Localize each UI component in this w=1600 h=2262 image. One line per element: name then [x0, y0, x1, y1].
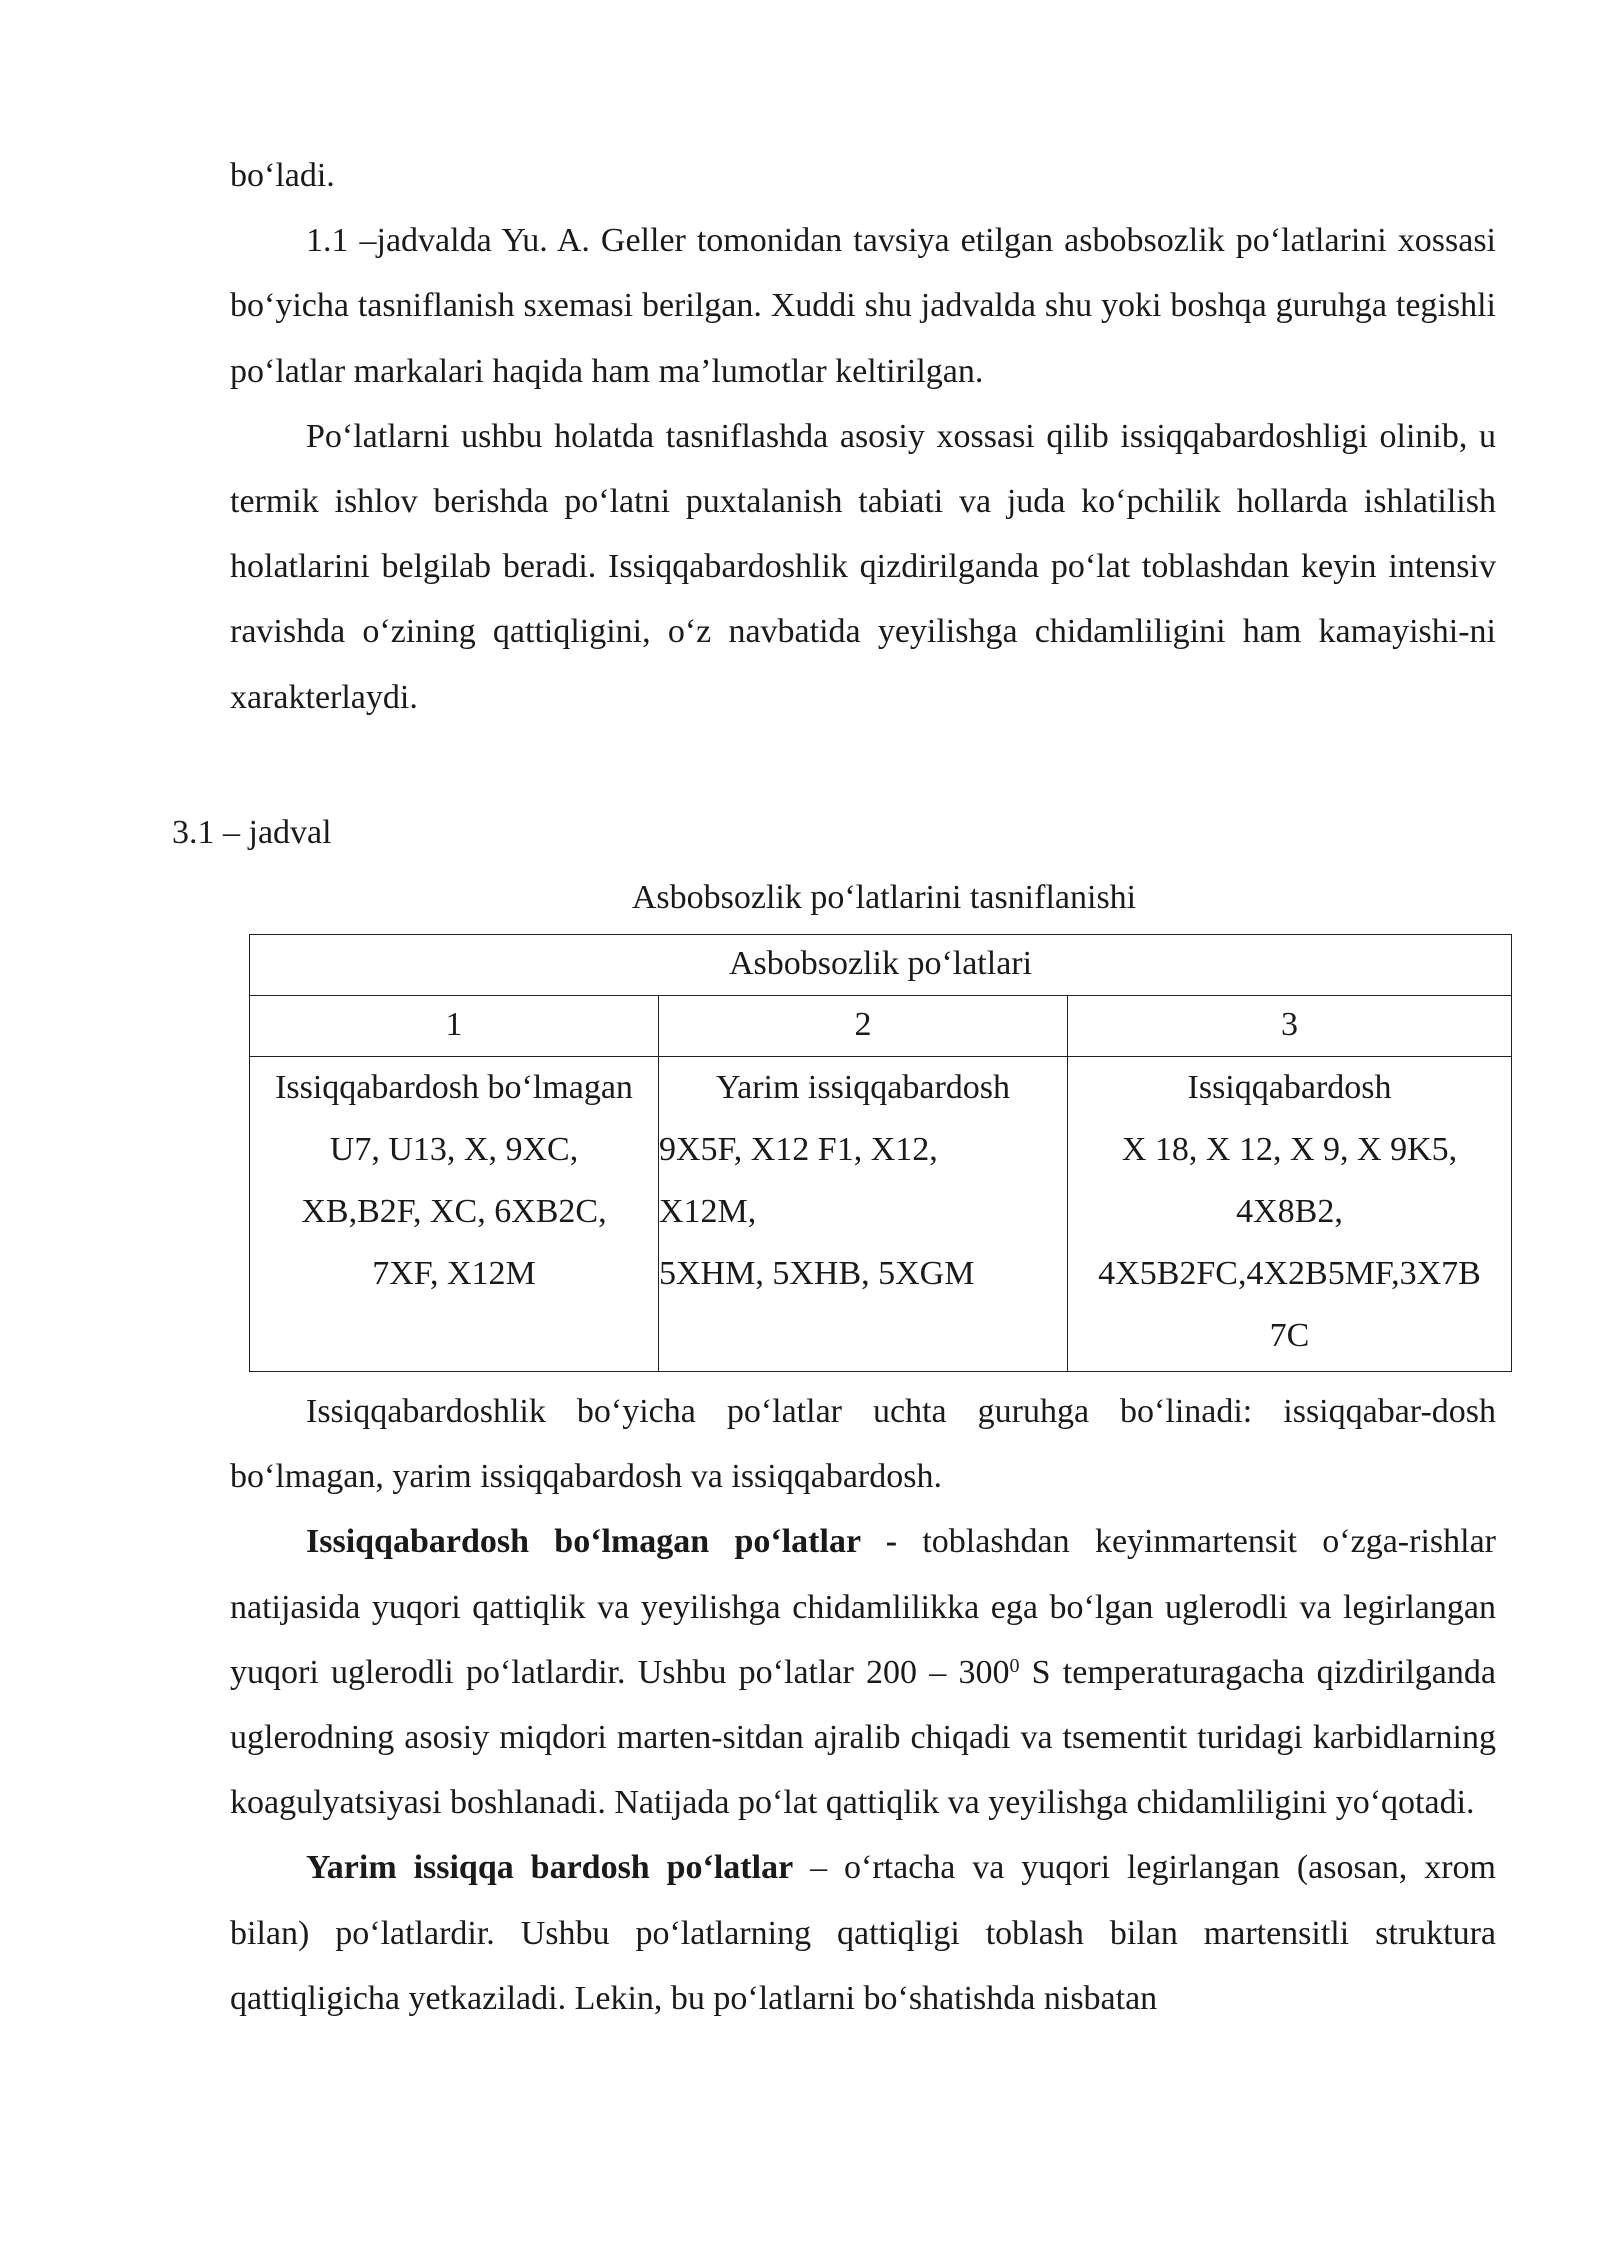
paragraph-text: – o‘rtacha va yuqori legirlangan (asosan, xrom bilan) po‘latlardir. Ushbu po‘latlarning qattiqligi toblash bilan martensitli struktura qattiqligicha yetkaziladi. Lekin, bu po‘latlarni bo‘shatishda nisbatan	[230, 1849, 1496, 2017]
paragraph-table-reference: 1.1 –jadvalda Yu. A. Geller tomonidan tavsiya etilgan asbobsozlik po‘latlarini xossasi bo‘yicha tasniflanish sxemasi berilgan. Xuddi shu jadvalda shu yoki boshqa guruhga tegishli po‘latlar markalari haqida ham ma’lumotlar keltirilgan.	[230, 222, 1496, 390]
cell-grades-line: X12M,	[659, 1193, 757, 1230]
table-header-cell: Asbobsozlik po‘latlari	[250, 935, 1512, 996]
paragraph-classification-basis: Po‘latlarni ushbu holatda tasniflashda asosiy xossasi qilib issiqqabardoshligi olinib, u termik ishlov berishda po‘latni puxtalanish tabiati va juda ko‘pchilik hollarda ishlatilish holatlarini belgilab beradi. Issiqqabardoshlik qizdirilganda po‘lat toblashdan keyin intensiv ravishda o‘zining qattiqligini, o‘z navbatida yeyilishga chidamliligini ham kamayishi-ni xarakterlaydi.	[230, 417, 1496, 716]
cell-grades-line: 4X5B2FC,4X2B5MF,3X7B	[1098, 1255, 1481, 1292]
continuation-fragment: bo‘ladi.	[230, 157, 335, 194]
table-header-row	[250, 935, 1512, 996]
cell-grades-line: 7XF, X12M	[372, 1255, 536, 1292]
cell-grades-line: 4X8B2,	[1236, 1193, 1343, 1230]
column-number-1: 1	[250, 996, 659, 1057]
body-text-bottom	[230, 1379, 1496, 2031]
paragraph-three-groups: Issiqqabardoshlik bo‘yicha po‘latlar uchta guruhga bo‘linadi: issiqqabar-dosh bo‘lmagan, yarim issiqqabardosh va issiqqabardosh.	[230, 1393, 1496, 1496]
cell-grades-line: 9X5F, X12 F1, X12,	[659, 1131, 938, 1168]
term-non-heat-resistant: Issiqqabardosh bo‘lmagan po‘latlar -	[306, 1523, 898, 1561]
steel-classification-table	[249, 934, 1512, 1372]
cell-title: Yarim issiqqabardosh	[715, 1069, 1011, 1106]
table-number-caption: 3.1 – jadval	[172, 814, 332, 851]
column-number-3: 3	[1068, 996, 1512, 1057]
cell-grades-line: XB,B2F, XC, 6XB2C,	[301, 1193, 607, 1230]
column-number-row	[250, 996, 1512, 1057]
column-number-2: 2	[659, 996, 1068, 1057]
cell-semi-heat-resistant	[659, 1057, 1068, 1372]
degree-superscript: 0	[1009, 1654, 1020, 1677]
paragraph-text: S temperaturagacha qizdirilganda uglerodning asosiy miqdori marten-sitdan ajralib chiqadi va tsementit turidagi karbidlarning koagulyatsiyasi boshlanadi. Natijada po‘lat qattiqlik va yeyilishga chidamliligini yo‘qotadi.	[230, 1653, 1496, 1822]
cell-heat-resistant	[1068, 1057, 1512, 1372]
cell-title: Issiqqabardosh bo‘lmagan	[275, 1069, 633, 1106]
cell-grades-line: 5XHM, 5XHB, 5XGM	[659, 1255, 975, 1292]
cell-grades-line: U7, U13, X, 9XC,	[329, 1131, 579, 1168]
table-body-row	[250, 1057, 1512, 1372]
cell-non-heat-resistant	[250, 1057, 659, 1372]
term-semi-heat-resistant: Yarim issiqqa bardosh po‘latlar	[306, 1849, 794, 1887]
paragraph-text: toblashdan keyinmartensit o‘zga-rishlar natijasida yuqori qattiqlik va yeyilishga chidamlilikka ega bo‘lgan uglerodli va legirlangan yuqori uglerodli po‘latlardir. Ushbu po‘latlar 200 – 300	[230, 1523, 1496, 1691]
cell-title: Issiqqabardosh	[1187, 1069, 1392, 1106]
table-title: Asbobsozlik po‘latlarini tasniflanishi	[631, 879, 1137, 916]
body-text-top	[230, 143, 1496, 730]
cell-grades-line: X 18, X 12, X 9, X 9K5,	[1121, 1131, 1458, 1168]
paragraph-semi-heat-resistant	[230, 1835, 1496, 2031]
cell-grades-line: 7C	[1269, 1317, 1310, 1354]
paragraph-non-heat-resistant	[230, 1509, 1496, 1835]
